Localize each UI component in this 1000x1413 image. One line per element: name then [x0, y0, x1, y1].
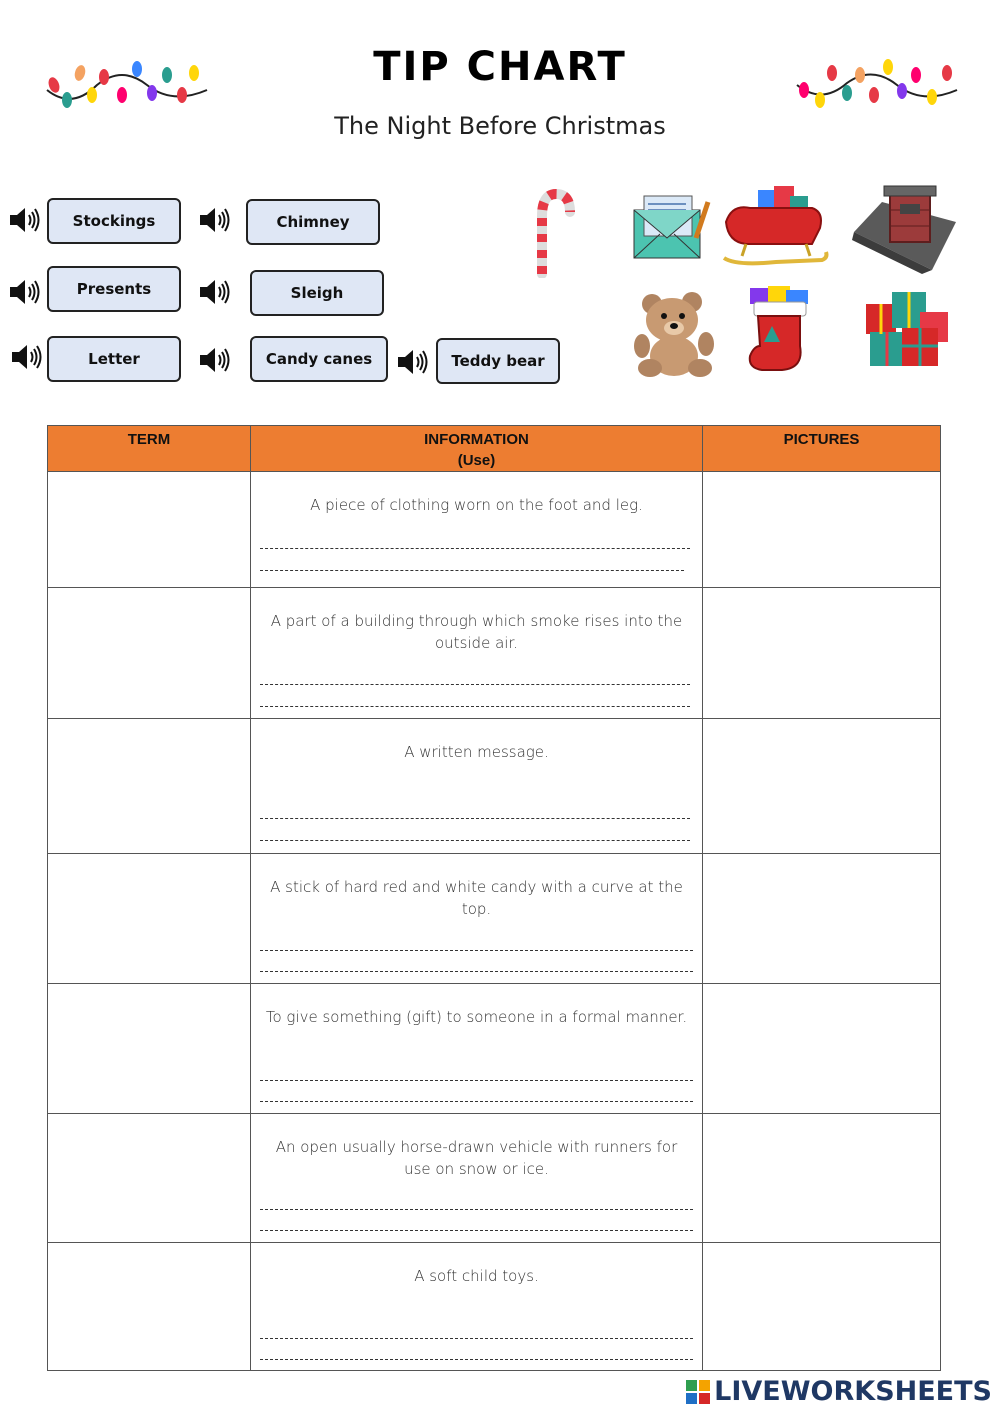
answer-line[interactable]: [260, 570, 684, 571]
definition-text: A soft child toys.: [414, 1267, 539, 1285]
term-drop-cell[interactable]: [48, 472, 251, 588]
header-term-label: TERM: [127, 431, 171, 448]
answer-line[interactable]: [260, 684, 690, 685]
answer-line[interactable]: [260, 1101, 693, 1102]
term-drop-cell[interactable]: [48, 1243, 251, 1371]
liveworksheets-logo: [686, 1376, 992, 1407]
page-subtitle: The Night Before Christmas: [334, 112, 666, 140]
information-cell: [251, 719, 703, 854]
table-header-row: [48, 426, 941, 472]
information-cell: [251, 1243, 703, 1371]
candy-cane-icon[interactable]: [528, 186, 578, 278]
word-button-sleigh[interactable]: Sleigh: [250, 270, 384, 316]
table-row: [48, 854, 941, 984]
picture-drop-cell[interactable]: [703, 719, 941, 854]
information-cell: [251, 588, 703, 719]
definition-text: A stick of hard red and white candy with a curve at the top.: [270, 878, 683, 918]
chimney-icon[interactable]: [852, 182, 962, 274]
table-row: [48, 1114, 941, 1243]
word-button-candy-canes[interactable]: Candy canes: [250, 336, 388, 382]
teddy-bear-icon[interactable]: [630, 286, 720, 380]
word-button-letter[interactable]: Letter: [47, 336, 181, 382]
header-information: [251, 426, 703, 472]
answer-line[interactable]: [260, 1080, 693, 1081]
brand-text: LIVEWORKSHEETS: [714, 1376, 992, 1407]
speaker-icon[interactable]: [198, 343, 234, 377]
tip-chart-table: [47, 425, 941, 1371]
header-pictures-label: PICTURES: [783, 431, 860, 448]
answer-line[interactable]: [260, 1230, 693, 1231]
answer-line[interactable]: [260, 950, 693, 951]
definition-text: An open usually horse-drawn vehicle with runners for use on snow or ice.: [275, 1138, 678, 1178]
term-drop-cell[interactable]: [48, 588, 251, 719]
presents-icon[interactable]: [862, 282, 954, 372]
table-row: [48, 1243, 941, 1371]
table-row: [48, 719, 941, 854]
speaker-icon[interactable]: [396, 345, 432, 379]
picture-drop-cell[interactable]: [703, 984, 941, 1114]
answer-line[interactable]: [260, 840, 690, 841]
speaker-icon[interactable]: [198, 275, 234, 309]
answer-line[interactable]: [260, 971, 693, 972]
definition-text: To give something (gift) to someone in a formal manner.: [265, 1008, 688, 1026]
information-cell: [251, 854, 703, 984]
table-row: [48, 472, 941, 588]
page-title: TIP CHART: [373, 44, 627, 90]
information-cell: [251, 984, 703, 1114]
table-row: [48, 588, 941, 719]
answer-line[interactable]: [260, 1338, 693, 1339]
header-information-sub: (Use): [457, 452, 496, 469]
term-drop-cell[interactable]: [48, 854, 251, 984]
picture-drop-cell[interactable]: [703, 1243, 941, 1371]
word-button-presents[interactable]: Presents: [47, 266, 181, 312]
sleigh-icon[interactable]: [716, 182, 832, 270]
answer-line[interactable]: [260, 1359, 693, 1360]
header-information-label: INFORMATION: [424, 431, 529, 448]
speaker-icon[interactable]: [8, 203, 44, 237]
definition-text: A piece of clothing worn on the foot and leg.: [310, 496, 643, 514]
header-pictures: [703, 426, 941, 472]
word-button-teddy-bear[interactable]: Teddy bear: [436, 338, 560, 384]
letter-icon[interactable]: [630, 188, 716, 264]
answer-line[interactable]: [260, 706, 690, 707]
speaker-icon[interactable]: [8, 275, 44, 309]
term-drop-cell[interactable]: [48, 1114, 251, 1243]
definition-text: A part of a building through which smoke rises into the outside air.: [270, 612, 683, 652]
answer-line[interactable]: [260, 1209, 693, 1210]
picture-drop-cell[interactable]: [703, 854, 941, 984]
liveworksheets-logo-icon: [686, 1380, 710, 1404]
header-term: [48, 426, 251, 472]
speaker-icon[interactable]: [198, 203, 234, 237]
word-button-stockings[interactable]: Stockings: [47, 198, 181, 244]
word-button-chimney[interactable]: Chimney: [246, 199, 380, 245]
term-drop-cell[interactable]: [48, 984, 251, 1114]
definition-text: A written message.: [404, 743, 549, 761]
picture-drop-cell[interactable]: [703, 1114, 941, 1243]
stocking-icon[interactable]: [742, 284, 818, 376]
picture-drop-cell[interactable]: [703, 588, 941, 719]
term-drop-cell[interactable]: [48, 719, 251, 854]
table-row: [48, 984, 941, 1114]
speaker-icon[interactable]: [10, 340, 46, 374]
answer-line[interactable]: [260, 548, 690, 549]
picture-drop-cell[interactable]: [703, 472, 941, 588]
answer-line[interactable]: [260, 818, 690, 819]
information-cell: [251, 1114, 703, 1243]
information-cell: [251, 472, 703, 588]
